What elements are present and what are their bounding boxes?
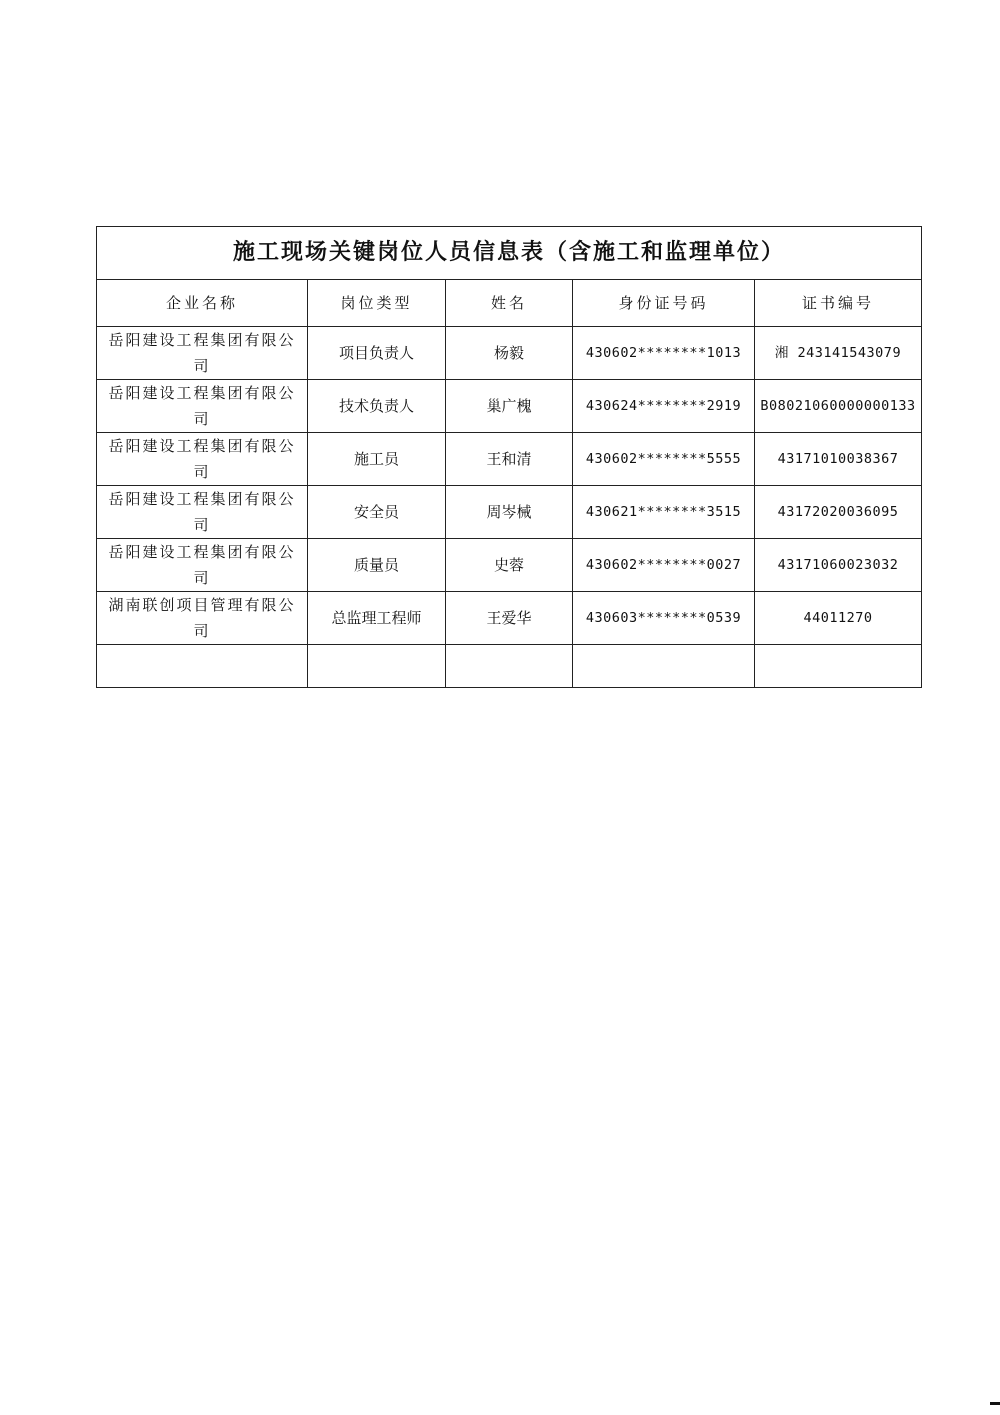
- name-cell: 周岑械: [446, 486, 573, 539]
- scan-edge-mark: [990, 1402, 1000, 1405]
- cert-cell: 44011270: [755, 592, 922, 645]
- empty-cell: [573, 645, 755, 688]
- company-cell: 湖南联创项目管理有限公司: [97, 592, 308, 645]
- name-cell: 史蓉: [446, 539, 573, 592]
- id-number-cell: 430624********2919: [573, 380, 755, 433]
- cert-cell: 43172020036095: [755, 486, 922, 539]
- id-number-cell: 430602********0027: [573, 539, 755, 592]
- header-cert: 证书编号: [755, 280, 922, 327]
- name-cell: 巢广槐: [446, 380, 573, 433]
- cert-cell: 43171010038367: [755, 433, 922, 486]
- role-cell: 项目负责人: [308, 327, 446, 380]
- header-name: 姓名: [446, 280, 573, 327]
- role-cell: 技术负责人: [308, 380, 446, 433]
- cert-cell: 湘 243141543079: [755, 327, 922, 380]
- company-cell: 岳阳建设工程集团有限公司: [97, 433, 308, 486]
- table-row: [97, 380, 922, 433]
- header-company: 企业名称: [97, 280, 308, 327]
- company-cell: 岳阳建设工程集团有限公司: [97, 539, 308, 592]
- role-cell: 总监理工程师: [308, 592, 446, 645]
- header-id-number: 身份证号码: [573, 280, 755, 327]
- name-cell: 王爱华: [446, 592, 573, 645]
- table-row: [97, 327, 922, 380]
- empty-row: [97, 645, 922, 688]
- name-cell: 杨毅: [446, 327, 573, 380]
- table-row: [97, 592, 922, 645]
- name-cell: 王和清: [446, 433, 573, 486]
- personnel-info-table: [96, 226, 922, 688]
- table-row: [97, 539, 922, 592]
- id-number-cell: 430602********5555: [573, 433, 755, 486]
- cert-cell: B08021060000000133: [755, 380, 922, 433]
- cert-cell: 43171060023032: [755, 539, 922, 592]
- role-cell: 安全员: [308, 486, 446, 539]
- header-role: 岗位类型: [308, 280, 446, 327]
- company-cell: 岳阳建设工程集团有限公司: [97, 327, 308, 380]
- header-row: [97, 280, 922, 327]
- role-cell: 质量员: [308, 539, 446, 592]
- empty-cell: [755, 645, 922, 688]
- id-number-cell: 430602********1013: [573, 327, 755, 380]
- empty-cell: [97, 645, 308, 688]
- role-cell: 施工员: [308, 433, 446, 486]
- id-number-cell: 430603********0539: [573, 592, 755, 645]
- company-cell: 岳阳建设工程集团有限公司: [97, 380, 308, 433]
- company-cell: 岳阳建设工程集团有限公司: [97, 486, 308, 539]
- empty-cell: [446, 645, 573, 688]
- table-row: [97, 486, 922, 539]
- empty-cell: [308, 645, 446, 688]
- table-row: [97, 433, 922, 486]
- table-title: 施工现场关键岗位人员信息表（含施工和监理单位）: [97, 227, 922, 280]
- id-number-cell: 430621********3515: [573, 486, 755, 539]
